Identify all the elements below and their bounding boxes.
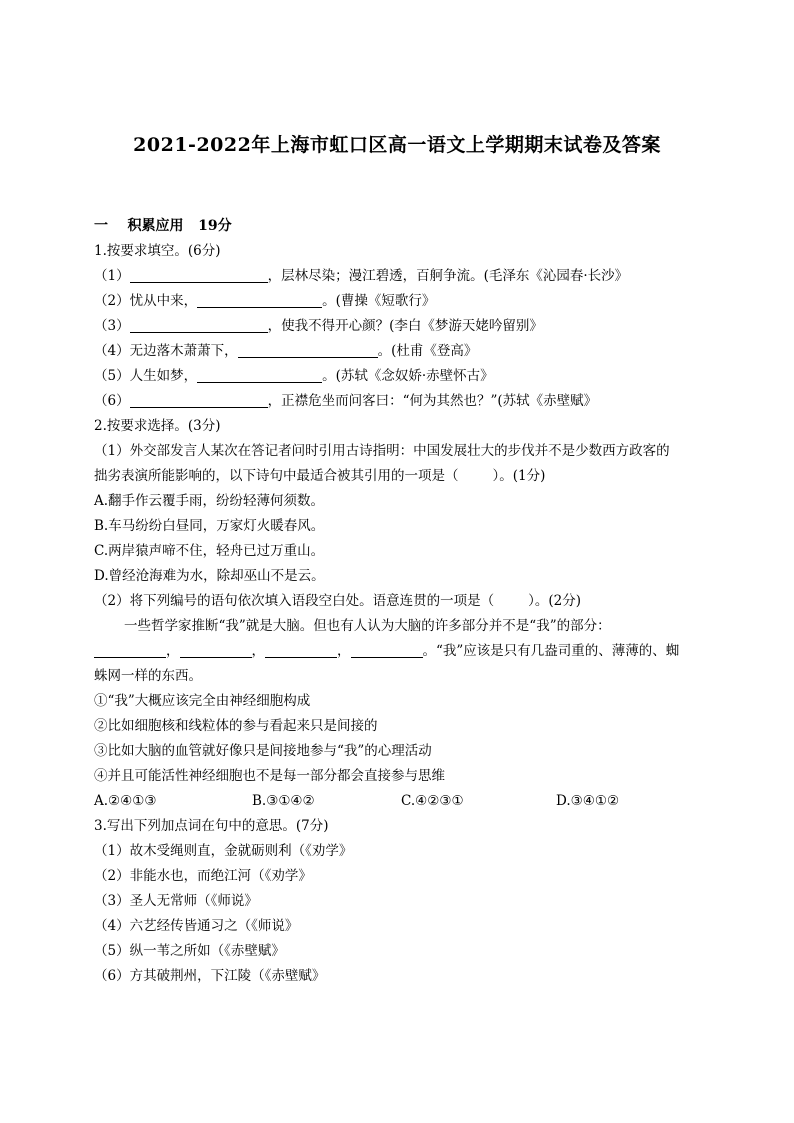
- section-heading: [94, 214, 704, 239]
- q1-item-1: [94, 264, 704, 289]
- answer-blank[interactable]: [130, 316, 268, 333]
- q2-sub1-stem: 拙劣表演所能影响的，以下诗句中最适合被其引用的一项是（: [94, 468, 459, 484]
- q2-sub1-line1: （1）外交部发言人某次在答记者问时引用古诗指明：中国发展壮大的步伐并不是少数西方政客的: [94, 443, 670, 459]
- answer-blank[interactable]: [130, 266, 268, 283]
- q2-sub2-passage-line3: 蛛网一样的东西。: [94, 668, 202, 684]
- q1-item-number: （4）: [94, 343, 130, 359]
- q1-item-number: （6）: [94, 393, 130, 409]
- q2-sub2-stem: [94, 589, 704, 614]
- q2-sub1-line2: [94, 464, 704, 489]
- question-2-stem: 2.按要求选择。(3分): [94, 418, 221, 434]
- q3-item-4: （4）六艺经传皆通习之（《师说》: [94, 918, 299, 934]
- passage-blank-4[interactable]: [351, 641, 423, 658]
- q1-item-text: 。(杜甫《登高》: [377, 343, 478, 359]
- q1-item-text: ，层林尽染；漫江碧透，百舸争流。(毛泽东《沁园春·长沙》: [267, 268, 629, 284]
- q2-sub2-sentence-1: ①“我”大概应该完全由神经细胞构成: [94, 693, 311, 709]
- answer-blank[interactable]: [238, 341, 378, 358]
- q1-item-number: （1）: [94, 268, 130, 284]
- passage-blank-2[interactable]: [180, 641, 252, 658]
- q2-sub2-passage-line1: 一些哲学家推断“我”就是大脑。但也有人认为大脑的许多部分并不是“我”的部分：: [124, 618, 611, 634]
- q3-item-1: （1）故木受绳则直，金就砺则利（《劝学》: [94, 843, 353, 859]
- q1-item-6: [94, 389, 704, 414]
- q2-sub1-option-a: A.翻手作云覆手雨，纷纷轻薄何须数。: [94, 493, 325, 509]
- passage-blank-1[interactable]: [94, 641, 166, 658]
- q3-item-3: （3）圣人无常师（《师说》: [94, 893, 258, 909]
- section-number: 一: [94, 218, 108, 234]
- q1-item-text: 人生如梦，: [129, 368, 198, 384]
- q3-item-5: （5）纵一苇之所如（《赤壁赋》: [94, 943, 285, 959]
- q1-item-text: 忧从中来，: [129, 293, 198, 309]
- section-score: 19分: [198, 218, 232, 234]
- q1-item-text: 。(苏轼《念奴娇·赤壁怀古》: [322, 368, 494, 384]
- q1-item-number: （3）: [94, 318, 130, 334]
- q2-sub2-sentence-4: ④并且可能活性神经细胞也不是每一部分都会直接参与思维: [94, 768, 445, 784]
- q2-sub1-option-d: D.曾经沧海难为水，除却巫山不是云。: [94, 568, 325, 584]
- separator: ，: [166, 643, 180, 659]
- q2-sub2-option-d: D.③④①②: [556, 793, 620, 809]
- q1-item-5: [94, 364, 704, 389]
- separator: ，: [251, 643, 265, 659]
- q2-sub2-passage-line2: [94, 639, 704, 664]
- q1-item-text: ，正襟危坐而问客曰：“何为其然也？”(苏轼《赤壁赋》: [267, 393, 598, 409]
- q1-item-2: [94, 289, 704, 314]
- q2-sub2-options: [94, 789, 704, 814]
- q2-sub2-sentence-2: ②比如细胞核和线粒体的参与看起来只是间接的: [94, 718, 378, 734]
- answer-blank[interactable]: [197, 366, 322, 383]
- q2-sub2-stem-text: （2）将下列编号的语句依次填入语段空白处。语意连贯的一项是（: [94, 593, 495, 609]
- separator: ，: [337, 643, 351, 659]
- q2-sub2-option-b: B.③①④②: [252, 793, 315, 809]
- section-name: 积累应用: [127, 218, 184, 234]
- question-3-stem: 3.写出下列加点词在句中的意思。(7分): [94, 818, 329, 834]
- q2-sub2-option-c: C.④②③①: [401, 793, 464, 809]
- q3-item-2: （2）非能水也，而绝江河（《劝学》: [94, 868, 312, 884]
- q2-sub2-option-a: A.②④①③: [94, 793, 157, 809]
- q1-item-3: [94, 314, 704, 339]
- answer-blank[interactable]: [197, 291, 322, 308]
- q1-item-text: 无边落木萧萧下，: [129, 343, 238, 359]
- q2-sub1-option-b: B.车马纷纷白昼同，万家灯火暖春风。: [94, 518, 325, 534]
- document-title: 2021-2022年上海市虹口区高一语文上学期期末试卷及答案: [133, 134, 661, 156]
- passage-text: 。“我”应该是只有几盎司重的、薄薄的、蜘: [422, 643, 680, 659]
- q2-sub1-option-c: C.两岸猿声啼不住，轻舟已过万重山。: [94, 543, 325, 559]
- q1-item-4: [94, 339, 704, 364]
- q1-item-text: 。(曹操《短歌行》: [322, 293, 436, 309]
- q2-sub1-score: ）。(1分): [492, 468, 546, 484]
- q2-sub2-sentence-3: ③比如大脑的血管就好像只是间接地参与“我”的心理活动: [94, 743, 432, 759]
- q3-item-6: （6）方其破荆州，下江陵（《赤壁赋》: [94, 968, 326, 984]
- question-1-stem: 1.按要求填空。(6分): [94, 243, 221, 259]
- document-body: [94, 214, 704, 989]
- answer-blank[interactable]: [130, 391, 268, 408]
- q1-item-text: ，使我不得开心颜？(李白《梦游天姥吟留别》: [267, 318, 543, 334]
- q2-sub2-score: ）。(2分): [528, 593, 581, 609]
- passage-blank-3[interactable]: [265, 641, 337, 658]
- q1-item-number: （2）: [94, 293, 130, 309]
- q1-item-number: （5）: [94, 368, 130, 384]
